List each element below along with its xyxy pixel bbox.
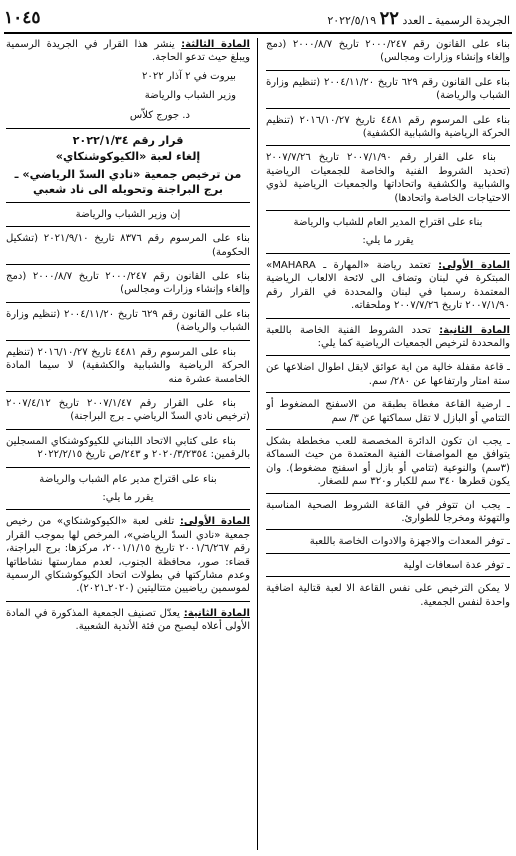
separator	[266, 529, 510, 530]
place-date: بيروت في ٢ آذار ٢٠٢٢	[142, 70, 236, 82]
separator	[266, 210, 510, 211]
left-column	[6, 38, 250, 852]
separator	[6, 391, 250, 392]
minister-name: د. جورج كلاّس	[129, 109, 190, 121]
column-divider	[257, 38, 258, 850]
preamble-decree-8376: بناء على المرسوم رقم ٨٣٧٦ تاريخ ٢٠٢١/٩/١٠ (تشكيل الحكومة)	[6, 233, 250, 258]
decides-line: يقرر ما يلي:	[362, 235, 414, 247]
proposal-line: بناء على اقتراح مدير عام الشباب والرياضة	[39, 473, 217, 485]
page-header	[4, 6, 510, 30]
separator	[6, 467, 250, 468]
separator	[6, 509, 250, 510]
article-3-label: المادة الثالثة:	[181, 39, 250, 50]
decision-title-line1: إلغاء لعبة «الكيوكوشنكاي»	[55, 150, 201, 164]
decision-number: قرار رقم ٢٠٢٢/١/٣٤	[72, 134, 184, 148]
condition-floor: ـ ارضية القاعة مغطاة بطبقة من الاسفنج المضغوط أو التتامي أو البازل لا تقل سماكتها عن ٣/ سم	[266, 399, 510, 424]
article-2-label: المادة الثانية:	[439, 324, 510, 336]
preamble-federation-letters: بناء على كتابي الاتحاد اللبناني للكيوكوشنكاي المسجلين بالرقمين: ٢٠٢٠/٣/٢٣٥٤ و ٢٤٣/ص تاريخ ٢٠٢٢/٢/١٥	[6, 435, 250, 461]
condition-hall: ـ قاعة مقفلة خالية من اية عوائق لايقل اطوال اضلاعها عن ستة امتار وارتفاعها عن ٢٨٠/ سم.	[266, 362, 510, 387]
article-3	[6, 38, 250, 65]
decides-line: يقرر ما يلي:	[102, 491, 154, 503]
separator	[266, 145, 510, 146]
separator	[266, 392, 510, 393]
separator	[266, 70, 510, 71]
separator	[6, 128, 250, 129]
condition-first-aid: ـ توفر عدة اسعافات اولية	[403, 559, 510, 571]
preamble-law-247: بناء على القانون رقم ٢٠٠٠/٢٤٧ تاريخ ٢٠٠٠/٨/٧ (دمج وإلغاء وإنشاء وزارات ومجالس)	[6, 271, 250, 296]
article-1-label: المادة الأولى:	[438, 259, 510, 271]
separator	[266, 493, 510, 494]
separator	[266, 108, 510, 109]
proposal-line: بناء على اقتراح المدير العام للشباب والرياضة	[293, 217, 483, 229]
page-number: ١٠٤٥	[4, 8, 41, 28]
decision-article-1-text: تلغى لعبة «الكيوكوشنكاي» من رخيص جمعية «نادي السدّ الرياضي»، المرخص لها بموجب القرار رقم ٢٠٠١/٦/٢٦٧ تاريخ ٢٠٠١/١/١٥، مركزها: برج البراجنة، قضاء: صور، محافظة الجنوب، لعدم ممارستها نشاطاتها وعدم مشاركتها في بطولات اتحاد الكيوكوشنكاي الرسمية لموسمين رياضيين متتاليتين (٢٠٢٠ـ٢٠٢١).	[6, 516, 250, 595]
separator	[6, 202, 250, 203]
licensing-note: لا يمكن الترخيص على نفس القاعة الا لعبة قتالية اضافية واحدة لنفس الجمعية.	[266, 583, 510, 608]
gazette-info	[327, 8, 510, 29]
decision-article-1	[6, 515, 250, 595]
preamble-decree-4481: بناء على المرسوم رقم ٤٤٨١ تاريخ ٢٠١٦/١٠/٢٧ (تنظيم الحركة الرياضية والشبابية والكشفية) لا سيما المادة الخامسة عشرة منه	[6, 346, 250, 385]
article-1-text: تعتمد رياضة «المهارة ـ MAHARA» المبتكرة في لبنان وتضاف الى لائحة الالعاب الرياضية المعتمدة رسميا في لبنان والمحددة في القرار رقم ٢٠٠٧/١/٩٠ تاريخ ٢٠٠٧/٧/٢٦ وملحقاته.	[266, 259, 510, 312]
condition-circle: ـ يجب ان تكون الدائرة المخصصة للعب مخططة بشكل يتوافق مع المواصفات الفنية المعتمدة من حيث السماكة (٣سم) والنوعية (تتامي أو بازل أو اسفنج مضغوط). وان يكون قطرها ٣٤٠ سم للكبار و٣٢٠ سم للصغار.	[266, 435, 510, 488]
decision-article-1-label: المادة الأولى:	[179, 516, 250, 528]
separator	[6, 302, 250, 303]
decision-article-2-label: المادة الثانية:	[183, 607, 250, 619]
article-2	[266, 324, 510, 351]
preamble-decision-90: بناء على القرار رقم ٢٠٠٧/١/٩٠ تاريخ ٢٠٠٧/٧/٢٦ (تحديد الشروط الفنية والخاصة للجمعيات الرياضية والشبابية والكشفية واتحاداتها والجمعيات الرياضية لذوي الاحتياجات الخاصة واتحادها)	[266, 152, 510, 204]
issuer: إن وزير الشباب والرياضة	[75, 208, 181, 220]
preamble-law-247: بناء على القانون رقم ٢٠٠٠/٢٤٧ تاريخ ٢٠٠٠/٨/٧ (دمج وإلغاء وإنشاء وزارات ومجالس)	[266, 39, 510, 64]
separator	[266, 355, 510, 356]
decision-title-line2: من ترخيص جمعية «نادي السدّ الرياضي» ـ برج البراجنة وتحويله الى ناد شعبي	[14, 167, 242, 196]
separator	[266, 429, 510, 430]
preamble-decree-4481: بناء على المرسوم رقم ٤٤٨١ تاريخ ٢٠١٦/١٠/٢٧ (تنظيم الحركة الرياضية والشبابية الكشفية)	[266, 114, 510, 140]
preamble-decision-47: بناء على القرار رقم ٢٠٠٧/١/٤٧ تاريخ ٢٠٠٧/٤/١٢ (ترخيص نادي السدّ الرياضي ـ برج البراجنة)	[6, 397, 250, 423]
separator	[6, 226, 250, 227]
separator	[6, 264, 250, 265]
issue-number: ٢٢	[379, 7, 399, 29]
preamble-law-629: بناء على القانون رقم ٦٢٩ تاريخ ٢٠٠٤/١١/٢٠ (تنظيم وزارة الشباب والرياضة)	[266, 76, 510, 102]
condition-equipment: ـ توفر المعدات والاجهزة والادوات الخاصة باللعبة	[309, 536, 510, 548]
condition-health: ـ يجب ان تتوفر في القاعة الشروط الصحية المناسبة والتهوئة ومخرجا للطوارئ.	[266, 499, 510, 524]
separator	[266, 318, 510, 319]
issue-date: ٢٠٢٢/٥/١٩	[327, 13, 377, 27]
decision-article-2-text: يعدّل تصنيف الجمعية المذكورة في المادة الأولى أعلاه ليصبح من فئة الأندية الشعبية.	[6, 607, 250, 633]
right-column	[266, 38, 510, 852]
article-2-text: تحدد الشروط الفنية الخاصة باللعبة والمحددة لترخيص الجمعيات الرياضية كما يلي:	[266, 324, 510, 349]
separator	[266, 253, 510, 254]
separator	[266, 576, 510, 577]
decision-article-2	[6, 607, 250, 634]
gazette-name: الجريدة الرسمية ـ العدد	[402, 13, 510, 27]
separator	[6, 429, 250, 430]
separator	[266, 553, 510, 554]
header-rule	[4, 32, 512, 34]
article-3-text: ينشر هذا القرار في الجريدة الرسمية ويبلغ حيث تدعو الحاجة.	[6, 39, 250, 64]
preamble-law-629: بناء على القانون رقم ٦٢٩ تاريخ ٢٠٠٤/١١/٢٠ (تنظيم وزارة الشباب والرياضة)	[6, 308, 250, 334]
separator	[6, 601, 250, 602]
article-1	[266, 259, 510, 313]
separator	[6, 340, 250, 341]
minister-title: وزير الشباب والرياضة	[144, 90, 236, 102]
